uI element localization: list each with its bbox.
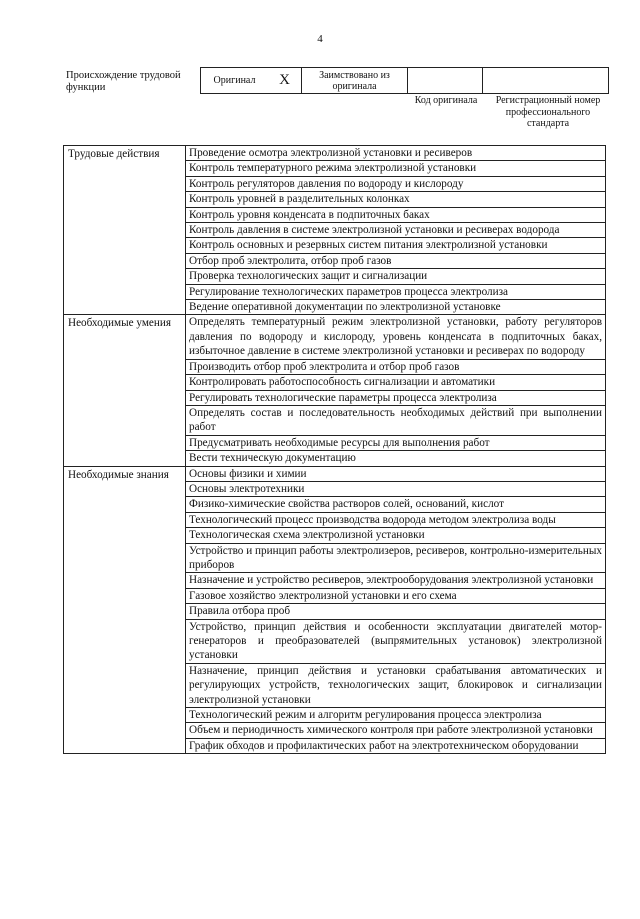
section-item: Определять состав и последовательность необходимых действий при выполнении работ	[186, 405, 606, 435]
section-title: Необходимые умения	[64, 315, 186, 466]
reg-number-caption: Регистрационный номер профессионального стандарта	[495, 95, 601, 129]
section-item: Правила отбора проб	[186, 604, 606, 619]
section-item: Технологический режим и алгоритм регулирования процесса электролиза	[186, 708, 606, 723]
section-item: Ведение оперативной документации по электролизной установке	[186, 300, 606, 315]
origin-label: Происхождение трудовой функции	[66, 70, 181, 93]
section-item: Контроль регуляторов давления по водороду и кислороду	[186, 176, 606, 191]
table-row	[64, 466, 606, 481]
section-item: Проверка технологических защит и сигнализации	[186, 269, 606, 284]
table-row	[64, 315, 606, 359]
section-item: График обходов и профилактических работ на электротехническом оборудовании	[186, 738, 606, 753]
page-number: 4	[317, 33, 323, 45]
section-item: Устройство и принцип работы электролизеров, ресиверов, контрольно-измерительных приборов	[186, 543, 606, 573]
section-item: Отбор проб электролита, отбор проб газов	[186, 253, 606, 268]
section-item: Устройство, принцип действия и особенности эксплуатации двигателей мотор-генераторов и преобразователей (выпрямительных установок) электролизной установки	[186, 619, 606, 663]
original-mark: X	[268, 68, 302, 94]
section-item: Физико-химические свойства растворов солей, оснований, кислот	[186, 497, 606, 512]
section-item: Объем и периодичность химического контроля при работе электролизной установки	[186, 723, 606, 738]
section-item: Регулирование технологических параметров процесса электролиза	[186, 284, 606, 299]
section-item: Контроль давления в системе электролизной установки и ресиверах водорода	[186, 223, 606, 238]
section-item: Назначение и устройство ресиверов, электрооборудования электролизной установки	[186, 573, 606, 588]
section-title: Необходимые знания	[64, 466, 186, 754]
section-item: Технологическая схема электролизной установки	[186, 528, 606, 543]
section-item: Контролировать работоспособность сигнализации и автоматики	[186, 375, 606, 390]
function-table	[63, 145, 606, 754]
section-item: Контроль уровня конденсата в подпиточных баках	[186, 207, 606, 222]
section-item: Вести техническую документацию	[186, 451, 606, 466]
section-item: Основы физики и химии	[186, 466, 606, 481]
code-caption: Код оригинала	[414, 95, 478, 106]
section-item: Технологический процесс производства водорода методом электролиза воды	[186, 512, 606, 527]
code-cell	[408, 68, 483, 94]
section-item: Контроль основных и резервных систем питания электролизной установки	[186, 238, 606, 253]
original-label: Оригинал	[201, 68, 269, 94]
reg-number-cell	[483, 68, 609, 94]
section-item: Назначение, принцип действия и установки срабатывания автоматических и регулирующих устройств, технологических защит, блокировок и сигнализации электролизной установки	[186, 663, 606, 707]
section-item: Газовое хозяйство электролизной установки и его схема	[186, 588, 606, 603]
section-item: Проведение осмотра электролизной установки и ресиверов	[186, 146, 606, 161]
section-item: Предусматривать необходимые ресурсы для выполнения работ	[186, 435, 606, 450]
section-item: Основы электротехники	[186, 481, 606, 496]
table-row	[64, 146, 606, 161]
borrowed-label: Заимствовано из оригинала	[302, 68, 408, 94]
section-item: Определять температурный режим электролизной установки, работу регуляторов давления по водороду и кислороду, уровень конденсата в подпиточных баках, избыточное давление в системе электролизной установки и ресиверах по водороду	[186, 315, 606, 359]
section-item: Контроль уровней в разделительных колонках	[186, 192, 606, 207]
section-item: Контроль температурного режима электролизной установки	[186, 161, 606, 176]
section-title: Трудовые действия	[64, 146, 186, 315]
section-item: Регулировать технологические параметры процесса электролиза	[186, 390, 606, 405]
origin-table	[200, 67, 609, 94]
section-item: Производить отбор проб электролита и отбор проб газов	[186, 359, 606, 374]
